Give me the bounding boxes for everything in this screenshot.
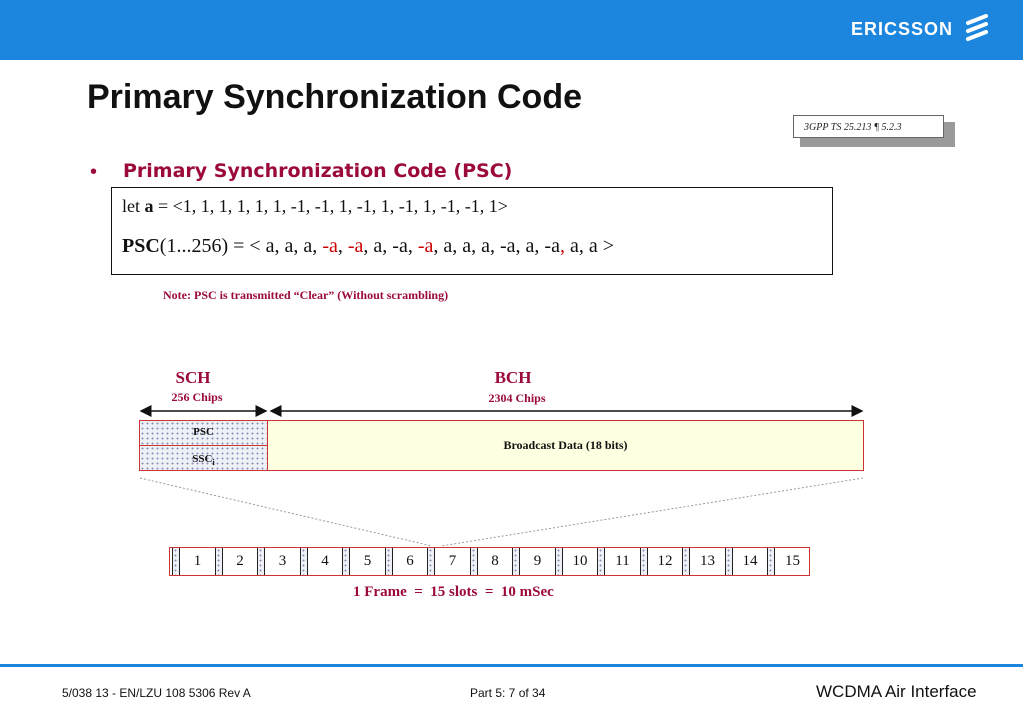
psc-seq-segment: , a, a, a, -a, a, -a <box>433 235 560 257</box>
slot-psc-strip <box>470 548 478 575</box>
sch-label: SCH <box>175 368 211 387</box>
slot-psc-strip <box>300 548 308 575</box>
slot-number: 3 <box>278 553 287 569</box>
slot-psc-strip <box>427 548 435 575</box>
psc-seq-segment: , a, -a, <box>363 235 418 257</box>
footer-doc-id: 5/038 13 - EN/LZU 108 5306 Rev A <box>62 686 251 700</box>
slot-number: 10 <box>572 553 588 569</box>
slot-psc-strip <box>682 548 690 575</box>
slot-number: 15 <box>785 553 800 569</box>
slot-psc-strip <box>172 548 180 575</box>
let-keyword: let <box>122 196 145 216</box>
psc-seq-segment: a, a > <box>564 235 615 257</box>
slot-number: 4 <box>321 553 329 569</box>
reference-box: 3GPP TS 25.213 ¶ 5.2.3 <box>793 115 944 138</box>
clear-note: Note: PSC is transmitted “Clear” (Without scrambling) <box>163 288 449 302</box>
slot-psc-strip <box>257 548 265 575</box>
slot-psc-strip <box>215 548 223 575</box>
bch-chips-label: 2304 Chips <box>488 391 546 405</box>
sch-chips-label: 256 Chips <box>171 390 223 404</box>
slot-psc-strip <box>597 548 605 575</box>
broadcast-data-cell: Broadcast Data (18 bits) <box>267 420 864 471</box>
psc-seq-segment: -a <box>322 235 338 257</box>
footer-course: WCDMA Air Interface <box>816 682 977 701</box>
psc-seq-segment: , <box>559 235 565 257</box>
psc-seq-segment: (1...256) = < a, a, a, <box>159 235 323 257</box>
slot-psc-strip <box>640 548 648 575</box>
slot-number: 13 <box>700 553 715 569</box>
slot-number: 9 <box>533 553 542 569</box>
var-a: a <box>144 196 154 216</box>
slot-number: 6 <box>406 553 414 569</box>
ssc-subscript: i <box>212 458 215 468</box>
footer-rule <box>0 664 1023 667</box>
slot-psc-strip <box>725 548 733 575</box>
slot-number: 7 <box>448 553 457 569</box>
ericsson-logo-text: ERICSSON <box>851 19 954 39</box>
bullet-heading: Primary Synchronization Code (PSC) <box>123 160 513 182</box>
var-psc: PSC <box>122 235 160 257</box>
bch-label: BCH <box>494 368 532 387</box>
slot-number: 12 <box>657 553 673 569</box>
bullet-marker: • <box>90 161 98 183</box>
slot-psc-strip <box>512 548 520 575</box>
page-title: Primary Synchronization Code <box>87 78 582 116</box>
slot-psc-strip <box>342 548 350 575</box>
zoom-guide-right <box>441 478 863 546</box>
psc-seq-segment: -a <box>417 235 434 257</box>
psc-cell: PSC <box>139 420 268 446</box>
frame-slots <box>169 547 810 576</box>
slot-number: 8 <box>491 553 499 569</box>
slot-number: 1 <box>193 553 202 569</box>
slot-number: 11 <box>615 553 630 569</box>
psc-seq-segment: , <box>337 235 348 257</box>
ssc-label: SSC <box>192 453 213 465</box>
slot-psc-strip <box>385 548 393 575</box>
footer-page: Part 5: 7 of 34 <box>470 686 546 700</box>
slot-psc-strip <box>767 548 775 575</box>
slot-number: 14 <box>742 553 758 569</box>
slot-psc-strip <box>555 548 563 575</box>
zoom-guide-left <box>140 478 432 546</box>
slot-number: 5 <box>363 553 372 569</box>
frame-label: 1 Frame = 15 slots = 10 mSec <box>353 584 554 600</box>
slot-number: 2 <box>236 553 244 569</box>
psc-seq-segment: -a <box>347 235 364 257</box>
sequence-a: = <1, 1, 1, 1, 1, 1, -1, -1, 1, -1, 1, -1, 1, -1, -1, 1> <box>153 196 508 216</box>
